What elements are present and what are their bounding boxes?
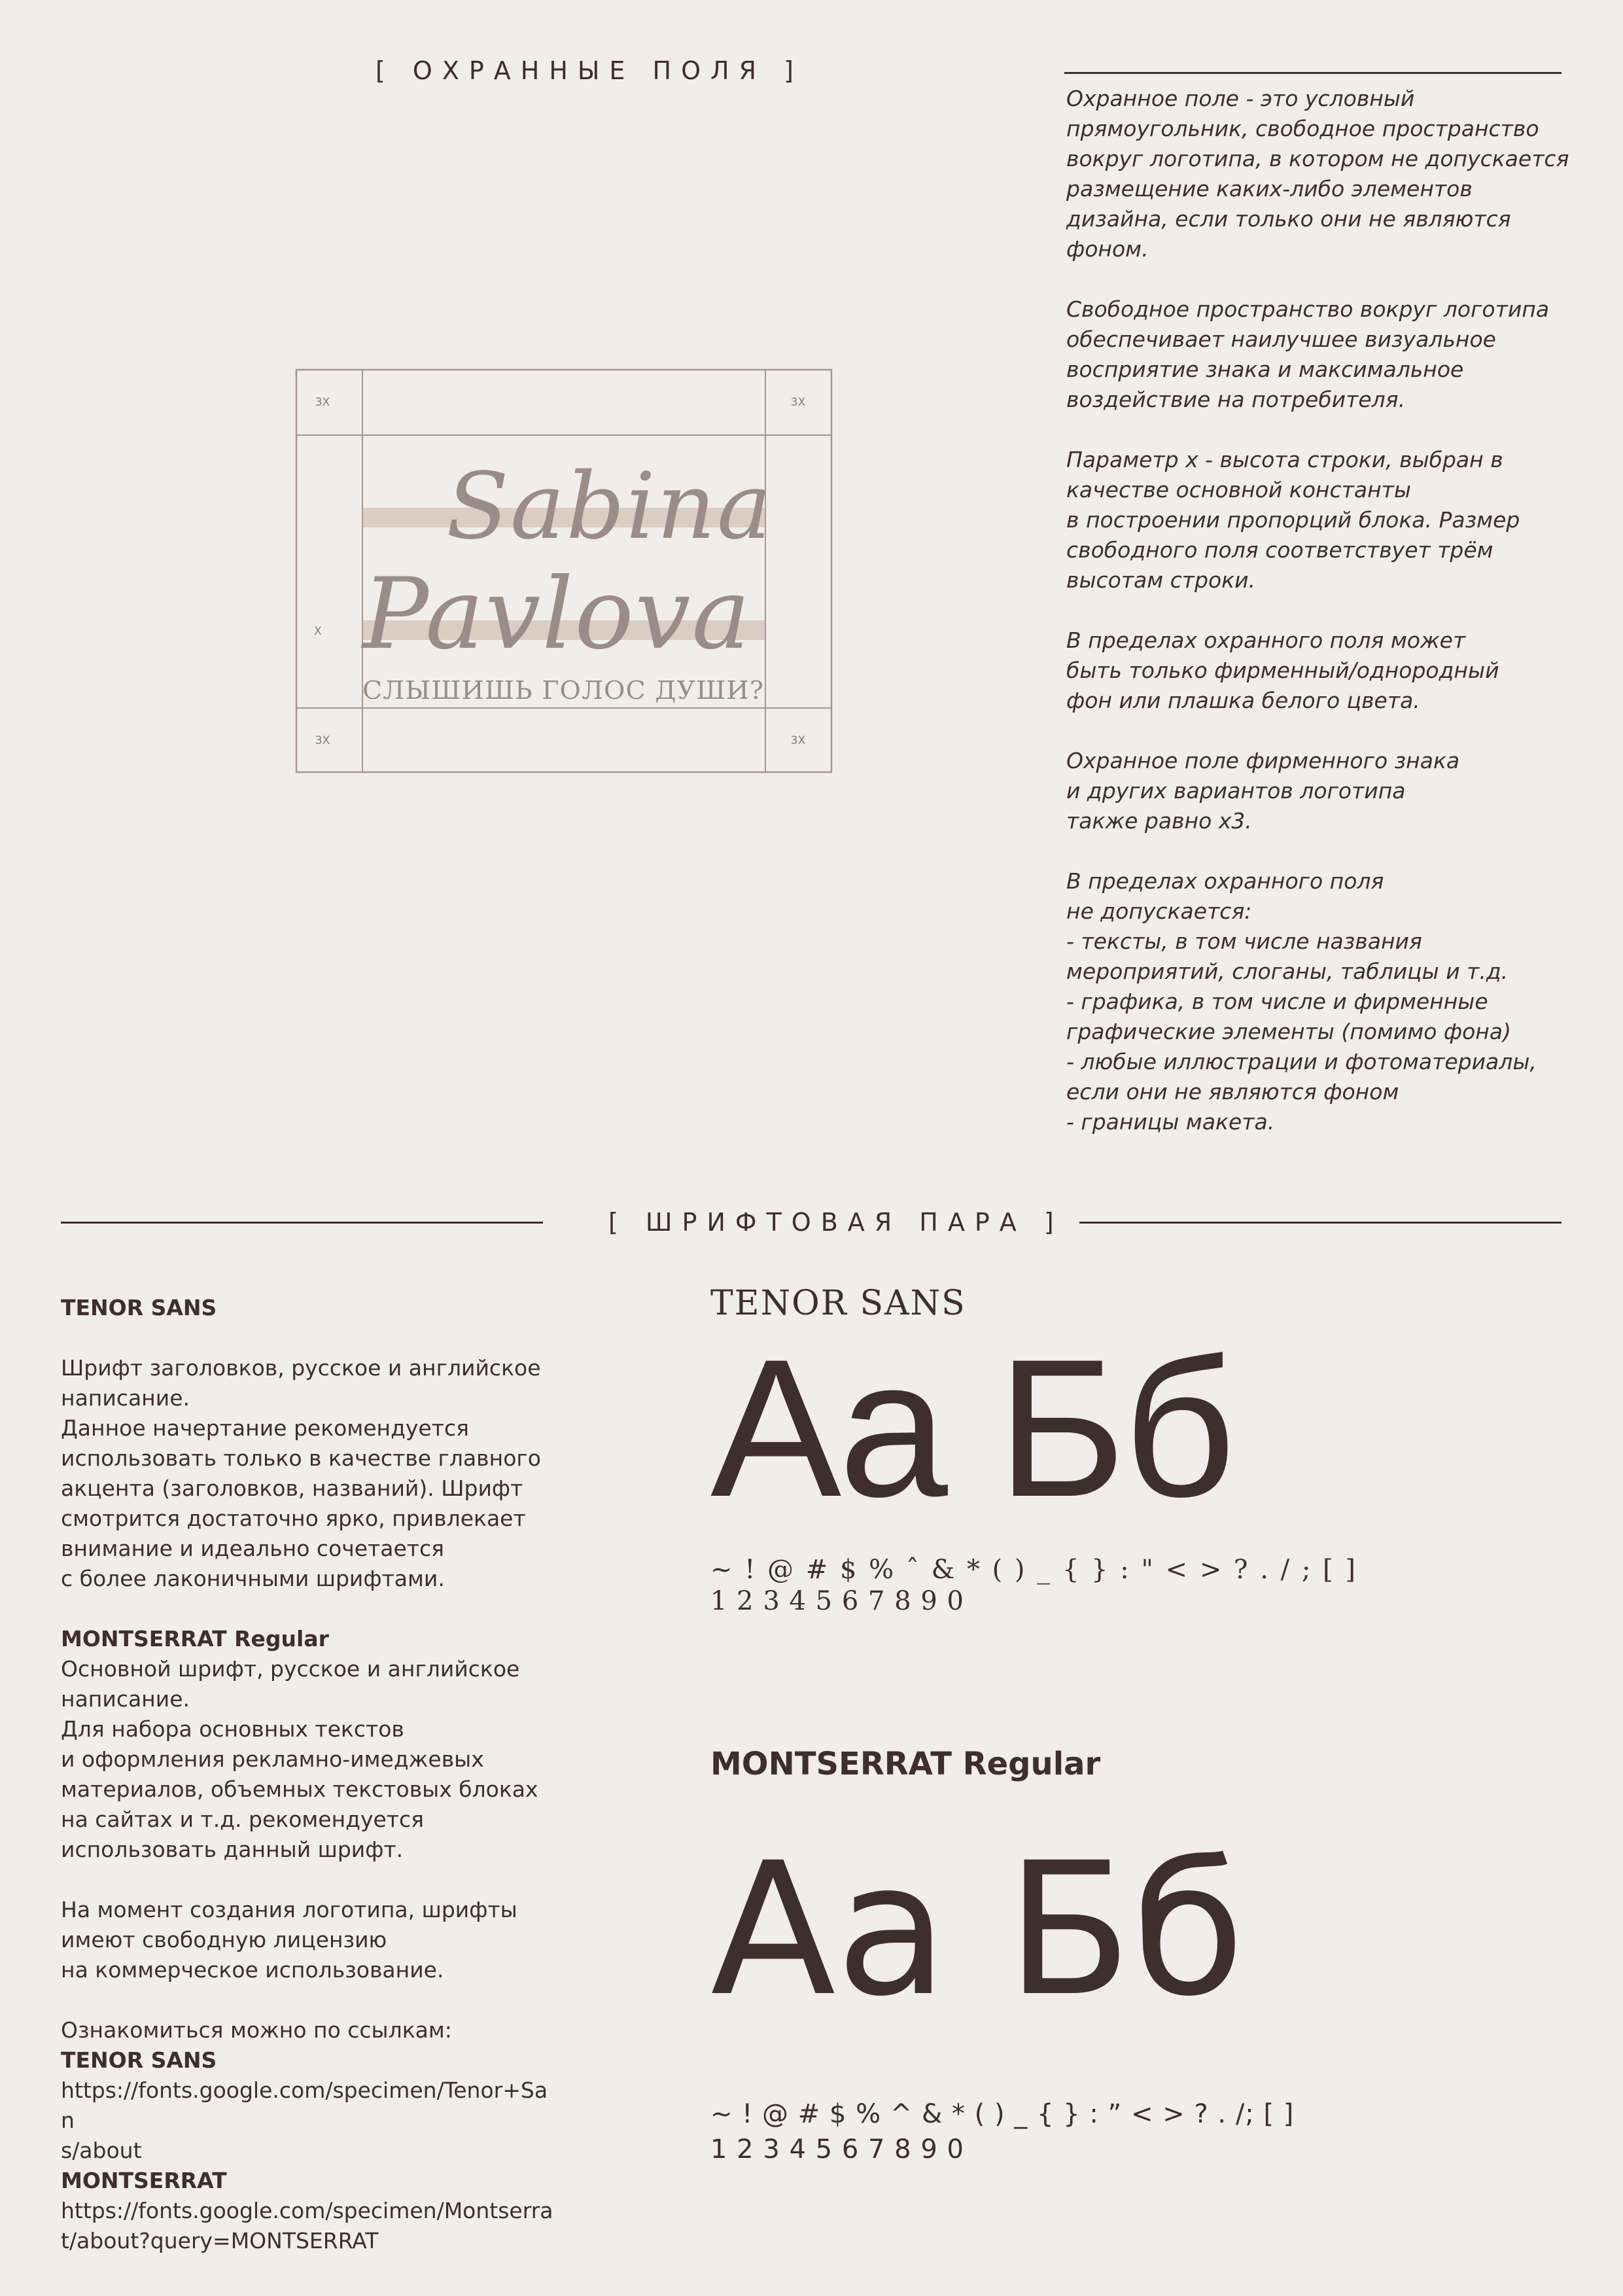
clearspace-paragraph: Свободное пространство вокруг логотипа обеспечивает наилучшее визуальное восприятие знака и максимальное воздействие на потребителя. bbox=[1066, 296, 1550, 412]
link-tenor-label: TENOR SANS bbox=[61, 2047, 217, 2073]
logo-script-last-name: Pavlova bbox=[362, 557, 752, 671]
label-3x-top-right: 3X bbox=[790, 396, 806, 409]
montserrat-specimen-sample: Aa Бб bbox=[710, 1824, 1245, 2037]
montserrat-specimen-digits: 1 2 3 4 5 6 7 8 9 0 bbox=[710, 2134, 964, 2164]
montserrat-description: Основной шрифт, русское и английское написание. Для набора основных текстов и оформления рекламно-имеджевых материалов, объемных текстовых блоках на сайтах и т.д. рекомендуется использовать данный шрифт. bbox=[61, 1656, 538, 1862]
clearspace-diagram bbox=[294, 366, 837, 779]
fontpair-rule-left bbox=[61, 1222, 543, 1224]
tenor-description: Шрифт заголовков, русское и английское написание. Данное начертание рекомендуется использовать только в качестве главного акцента (заголовков, названий). Шрифт смотрится достаточно ярко, привлекает внимание и идеально сочетается с более лаконичными шрифтами. bbox=[61, 1355, 541, 1591]
label-3x-bottom-left: 3X bbox=[315, 734, 330, 747]
label-3x-top-left: 3X bbox=[315, 396, 330, 409]
fontpair-description bbox=[61, 1293, 558, 2256]
montserrat-heading: MONTSERRAT Regular bbox=[61, 1626, 329, 1651]
link-montserrat-label: MONTSERRAT bbox=[61, 2168, 227, 2193]
clearspace-paragraph: Охранное поле - это условный прямоугольник, свободное пространство вокруг логотипа, в котором не допускается размещение каких-либо элементов дизайна, если только они не являются фоном. bbox=[1066, 86, 1569, 262]
clearspace-paragraph: В пределах охранного поля может быть только фирменный/однородный фон или плашка белого цвета. bbox=[1066, 627, 1499, 713]
tenor-specimen-name: TENOR SANS bbox=[710, 1284, 966, 1323]
logo-script-first-name: Sabina bbox=[446, 453, 773, 560]
tenor-specimen-digits: 1 2 3 4 5 6 7 8 9 0 bbox=[710, 1586, 964, 1616]
link-tenor-url[interactable]: https://fonts.google.com/specimen/Tenor+San s/about bbox=[61, 2077, 548, 2163]
tenor-heading: TENOR SANS bbox=[61, 1295, 217, 1320]
montserrat-specimen-glyphs: ~ ! @ # $ % ^ & * ( ) _ { } : ” < > ? . /; [ ] bbox=[710, 2099, 1295, 2129]
clearspace-top-rule bbox=[1064, 72, 1562, 74]
fontpair-rule-right bbox=[1079, 1222, 1562, 1224]
montserrat-specimen-name: MONTSERRAT Regular bbox=[710, 1746, 1101, 1782]
clearspace-paragraph: Охранное поле фирменного знака и других вариантов логотипа также равно х3. bbox=[1066, 748, 1460, 834]
fontpair-title: [ ШРИФТОВАЯ ПАРА ] bbox=[608, 1208, 1064, 1237]
clearspace-title: [ ОХРАННЫЕ ПОЛЯ ] bbox=[375, 56, 803, 85]
tenor-specimen-glyphs: ~ ! @ # $ % ˆ & * ( ) _ { } : " < > ? . / ; [ ] bbox=[710, 1555, 1357, 1585]
label-3x-bottom-right: 3X bbox=[790, 734, 806, 747]
clearspace-paragraph: Параметр х - высота строки, выбран в качестве основной константы в построении пропорций блока. Размер свободного поля соответствует трём высотам строки. bbox=[1066, 447, 1520, 593]
label-x-height: X bbox=[314, 625, 322, 638]
links-intro: Ознакомиться можно по ссылкам: bbox=[61, 2017, 452, 2043]
logo-tagline: СЛЫШИШЬ ГОЛОС ДУШИ? bbox=[362, 676, 764, 705]
license-note: На момент создания логотипа, шрифты имеют свободную лицензию на коммерческое использование. bbox=[61, 1897, 517, 1983]
tenor-specimen-sample: Aa Бб bbox=[710, 1318, 1233, 1538]
link-montserrat-url[interactable]: https://fonts.google.com/specimen/Montserra t/about?query=MONTSERRAT bbox=[61, 2198, 553, 2253]
clearspace-description bbox=[1066, 84, 1590, 1137]
clearspace-paragraph: В пределах охранного поля не допускается: - тексты, в том числе названия мероприятий, слоганы, таблицы и т.д. - графика, в том числе и фирменные графические элементы (помимо фона) - любые иллюстрации и фотоматериалы, если они не являются фоном - границы макета. bbox=[1066, 868, 1537, 1135]
